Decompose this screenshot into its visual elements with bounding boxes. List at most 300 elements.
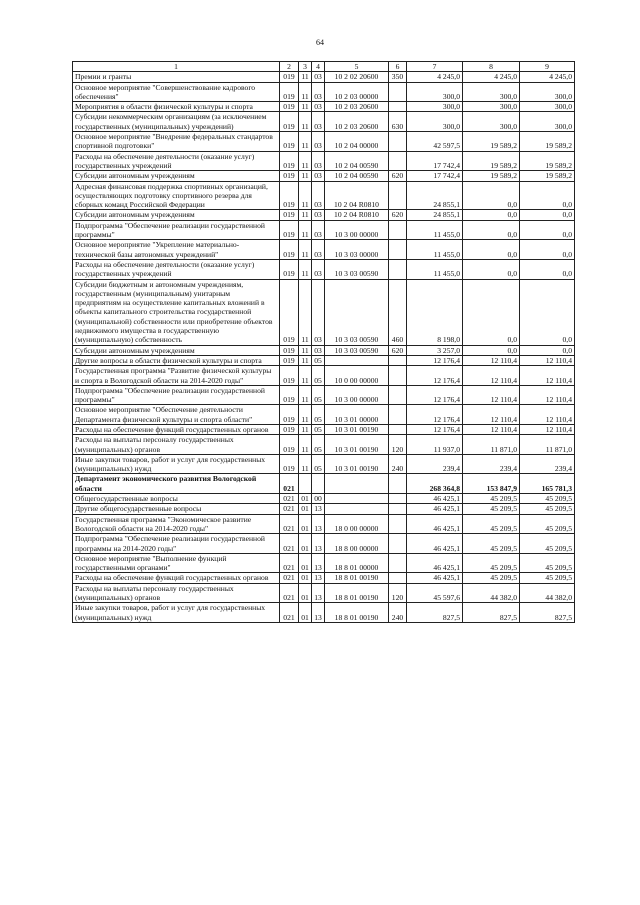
- target-article-cell: 10 2 04 R0810: [325, 181, 389, 210]
- amount-col9-cell: 165 781,3: [520, 474, 575, 494]
- expense-type-cell: [389, 424, 407, 434]
- target-article-cell: 10 0 00 00000: [325, 366, 389, 386]
- row-name-cell: Основное мероприятие "Внедрение федеральных стандартов спортивной подготовки": [73, 132, 280, 152]
- subsection-code-cell: 03: [312, 151, 325, 171]
- row-name-cell: Иные закупки товаров, работ и услуг для государственных (муниципальных) нужд: [73, 454, 280, 474]
- row-name-cell: Подпрограмма "Обеспечение реализации государственной программы": [73, 220, 280, 240]
- amount-col7-cell: 24 855,1: [407, 181, 463, 210]
- admin-code-cell: 021: [280, 583, 299, 603]
- expense-type-cell: 240: [389, 603, 407, 623]
- amount-col8-cell: 0,0: [463, 240, 520, 260]
- row-name-cell: Адресная финансовая поддержка спортивных организаций, осуществляющих подготовку спортивного резерва для сборных команд Российской Федерации: [73, 181, 280, 210]
- expense-type-cell: [389, 151, 407, 171]
- amount-col8-cell: 4 245,0: [463, 72, 520, 82]
- section-code-cell: 11: [299, 240, 312, 260]
- expense-type-cell: 620: [389, 210, 407, 220]
- amount-col8-cell: 0,0: [463, 181, 520, 210]
- expense-type-cell: 120: [389, 435, 407, 455]
- section-code-cell: 01: [299, 534, 312, 554]
- admin-code-cell: 021: [280, 494, 299, 504]
- subsection-code-cell: 03: [312, 132, 325, 152]
- amount-col8-cell: 45 209,5: [463, 573, 520, 583]
- row-name-cell: Расходы на обеспечение функций государственных органов: [73, 573, 280, 583]
- row-name-cell: Департамент экономического развития Вологодской области: [73, 474, 280, 494]
- admin-code-cell: 019: [280, 102, 299, 112]
- amount-col9-cell: 12 110,4: [520, 355, 575, 365]
- table-row: [73, 494, 575, 504]
- table-row: [73, 355, 575, 365]
- amount-col7-cell: 46 425,1: [407, 573, 463, 583]
- amount-col8-cell: 12 110,4: [463, 366, 520, 386]
- header-cell: 8: [463, 62, 520, 72]
- admin-code-cell: 021: [280, 553, 299, 573]
- table-row: [73, 112, 575, 132]
- amount-col8-cell: 12 110,4: [463, 355, 520, 365]
- expense-type-cell: 240: [389, 454, 407, 474]
- amount-col7-cell: 11 455,0: [407, 240, 463, 260]
- amount-col9-cell: 12 110,4: [520, 405, 575, 425]
- amount-col7-cell: 42 597,5: [407, 132, 463, 152]
- amount-col7-cell: 46 425,1: [407, 514, 463, 534]
- subsection-code-cell: 03: [312, 210, 325, 220]
- amount-col9-cell: 0,0: [520, 181, 575, 210]
- row-name-cell: Иные закупки товаров, работ и услуг для государственных (муниципальных) нужд: [73, 603, 280, 623]
- amount-col8-cell: 827,5: [463, 603, 520, 623]
- target-article-cell: 10 3 01 00190: [325, 424, 389, 434]
- admin-code-cell: 019: [280, 240, 299, 260]
- subsection-code-cell: 03: [312, 220, 325, 240]
- admin-code-cell: 019: [280, 72, 299, 82]
- admin-code-cell: 019: [280, 366, 299, 386]
- expense-type-cell: [389, 366, 407, 386]
- expense-type-cell: [389, 534, 407, 554]
- amount-col9-cell: 44 382,0: [520, 583, 575, 603]
- row-name-cell: Другие вопросы в области физической культуры и спорта: [73, 355, 280, 365]
- amount-col9-cell: 45 209,5: [520, 504, 575, 514]
- amount-col7-cell: 300,0: [407, 102, 463, 112]
- target-article-cell: 10 3 01 00190: [325, 435, 389, 455]
- section-code-cell: 01: [299, 494, 312, 504]
- amount-col9-cell: 12 110,4: [520, 366, 575, 386]
- amount-col9-cell: 239,4: [520, 454, 575, 474]
- subsection-code-cell: 03: [312, 259, 325, 279]
- subsection-code-cell: 13: [312, 514, 325, 534]
- row-name-cell: Основное мероприятие "Совершенствование кадрового обеспечения": [73, 82, 280, 102]
- table-row: [73, 405, 575, 425]
- amount-col8-cell: 153 847,9: [463, 474, 520, 494]
- target-article-cell: 10 3 03 00000: [325, 240, 389, 260]
- amount-col7-cell: 300,0: [407, 82, 463, 102]
- expense-type-cell: [389, 220, 407, 240]
- amount-col9-cell: 19 589,2: [520, 151, 575, 171]
- expense-type-cell: 620: [389, 345, 407, 355]
- section-code-cell: 11: [299, 355, 312, 365]
- amount-col7-cell: 12 176,4: [407, 424, 463, 434]
- row-name-cell: Основное мероприятие "Укрепление материально-технической базы автономных учреждений": [73, 240, 280, 260]
- row-name-cell: Мероприятия в области физической культуры и спорта: [73, 102, 280, 112]
- expense-type-cell: [389, 573, 407, 583]
- target-article-cell: 10 2 03 20600: [325, 102, 389, 112]
- budget-table: [72, 61, 575, 623]
- amount-col8-cell: 12 110,4: [463, 405, 520, 425]
- subsection-code-cell: 03: [312, 240, 325, 260]
- amount-col7-cell: 12 176,4: [407, 385, 463, 405]
- expense-type-cell: [389, 553, 407, 573]
- amount-col8-cell: 19 589,2: [463, 151, 520, 171]
- target-article-cell: 10 3 00 00000: [325, 220, 389, 240]
- admin-code-cell: 019: [280, 210, 299, 220]
- amount-col8-cell: 0,0: [463, 259, 520, 279]
- amount-col8-cell: 12 110,4: [463, 424, 520, 434]
- amount-col9-cell: 0,0: [520, 240, 575, 260]
- amount-col7-cell: 46 425,1: [407, 494, 463, 504]
- table-row: [73, 514, 575, 534]
- section-code-cell: 01: [299, 514, 312, 534]
- subsection-code-cell: 05: [312, 435, 325, 455]
- admin-code-cell: 021: [280, 573, 299, 583]
- row-name-cell: Субсидии автономным учреждениям: [73, 210, 280, 220]
- amount-col8-cell: 45 209,5: [463, 494, 520, 504]
- amount-col9-cell: 45 209,5: [520, 534, 575, 554]
- row-name-cell: Подпрограмма "Обеспечение реализации государственной программы": [73, 385, 280, 405]
- expense-type-cell: [389, 181, 407, 210]
- amount-col7-cell: 11 455,0: [407, 259, 463, 279]
- section-code-cell: 11: [299, 385, 312, 405]
- admin-code-cell: 019: [280, 132, 299, 152]
- row-name-cell: Премии и гранты: [73, 72, 280, 82]
- amount-col9-cell: 12 110,4: [520, 385, 575, 405]
- amount-col7-cell: 24 855,1: [407, 210, 463, 220]
- expense-type-cell: [389, 405, 407, 425]
- subsection-code-cell: 13: [312, 573, 325, 583]
- subsection-code-cell: 03: [312, 112, 325, 132]
- table-row: [73, 424, 575, 434]
- amount-col9-cell: 300,0: [520, 82, 575, 102]
- row-name-cell: Государственная программа "Экономическое развитие Вологодской области на 2014-2020 годы": [73, 514, 280, 534]
- row-name-cell: Общегосударственные вопросы: [73, 494, 280, 504]
- table-row: [73, 132, 575, 152]
- amount-col8-cell: 300,0: [463, 112, 520, 132]
- section-code-cell: 11: [299, 279, 312, 345]
- admin-code-cell: 019: [280, 171, 299, 181]
- amount-col9-cell: 0,0: [520, 210, 575, 220]
- table-row: [73, 435, 575, 455]
- admin-code-cell: 019: [280, 220, 299, 240]
- amount-col8-cell: 19 589,2: [463, 132, 520, 152]
- admin-code-cell: 019: [280, 82, 299, 102]
- expense-type-cell: [389, 102, 407, 112]
- admin-code-cell: 019: [280, 259, 299, 279]
- header-row: [73, 62, 575, 72]
- subsection-code-cell: 13: [312, 553, 325, 573]
- expense-type-cell: [389, 504, 407, 514]
- amount-col9-cell: 4 245,0: [520, 72, 575, 82]
- target-article-cell: 10 3 00 00000: [325, 385, 389, 405]
- target-article-cell: 10 2 04 00590: [325, 171, 389, 181]
- row-name-cell: Субсидии автономным учреждениям: [73, 345, 280, 355]
- section-code-cell: 01: [299, 504, 312, 514]
- amount-col7-cell: 12 176,4: [407, 405, 463, 425]
- amount-col7-cell: 12 176,4: [407, 355, 463, 365]
- expense-type-cell: [389, 240, 407, 260]
- expense-type-cell: [389, 82, 407, 102]
- amount-col9-cell: 0,0: [520, 220, 575, 240]
- amount-col9-cell: 827,5: [520, 603, 575, 623]
- row-name-cell: Субсидии некоммерческим организациям (за исключением государственных (муниципальных) учреждений): [73, 112, 280, 132]
- amount-col9-cell: 12 110,4: [520, 424, 575, 434]
- section-code-cell: [299, 474, 312, 494]
- amount-col9-cell: 45 209,5: [520, 553, 575, 573]
- section-code-cell: 11: [299, 366, 312, 386]
- header-cell: 2: [280, 62, 299, 72]
- section-code-cell: 11: [299, 345, 312, 355]
- subsection-code-cell: 03: [312, 82, 325, 102]
- admin-code-cell: 019: [280, 405, 299, 425]
- expense-type-cell: 120: [389, 583, 407, 603]
- row-name-cell: Основное мероприятие "Выполнение функций государственными органами": [73, 553, 280, 573]
- section-code-cell: 01: [299, 583, 312, 603]
- section-code-cell: 11: [299, 151, 312, 171]
- amount-col7-cell: 239,4: [407, 454, 463, 474]
- subsection-code-cell: 05: [312, 385, 325, 405]
- table-row: [73, 573, 575, 583]
- target-article-cell: 10 3 01 00000: [325, 405, 389, 425]
- table-row: [73, 385, 575, 405]
- table-body: [73, 72, 575, 623]
- target-article-cell: [325, 494, 389, 504]
- target-article-cell: 10 2 04 00590: [325, 151, 389, 171]
- header-cell: 7: [407, 62, 463, 72]
- table-row: [73, 603, 575, 623]
- admin-code-cell: 019: [280, 424, 299, 434]
- amount-col7-cell: 4 245,0: [407, 72, 463, 82]
- table-row: [73, 240, 575, 260]
- table-row: [73, 210, 575, 220]
- target-article-cell: 18 8 01 00190: [325, 603, 389, 623]
- table-row: [73, 534, 575, 554]
- section-code-cell: 11: [299, 210, 312, 220]
- admin-code-cell: 019: [280, 435, 299, 455]
- amount-col7-cell: 3 257,0: [407, 345, 463, 355]
- table-row: [73, 583, 575, 603]
- subsection-code-cell: 13: [312, 504, 325, 514]
- amount-col7-cell: 46 425,1: [407, 553, 463, 573]
- amount-col7-cell: 12 176,4: [407, 366, 463, 386]
- admin-code-cell: 019: [280, 355, 299, 365]
- admin-code-cell: 021: [280, 504, 299, 514]
- header-cell: 4: [312, 62, 325, 72]
- amount-col8-cell: 12 110,4: [463, 385, 520, 405]
- expense-type-cell: 350: [389, 72, 407, 82]
- amount-col9-cell: 45 209,5: [520, 494, 575, 504]
- table-row: [73, 454, 575, 474]
- target-article-cell: 10 2 03 00000: [325, 82, 389, 102]
- amount-col9-cell: 45 209,5: [520, 573, 575, 583]
- table-row: [73, 474, 575, 494]
- amount-col7-cell: 827,5: [407, 603, 463, 623]
- target-article-cell: 18 8 01 00000: [325, 553, 389, 573]
- admin-code-cell: 021: [280, 603, 299, 623]
- section-code-cell: 11: [299, 171, 312, 181]
- expense-type-cell: [389, 514, 407, 534]
- row-name-cell: Расходы на обеспечение функций государственных органов: [73, 424, 280, 434]
- subsection-code-cell: 03: [312, 72, 325, 82]
- row-name-cell: Субсидии бюджетным и автономным учреждениям, государственным (муниципальным) унитарным предприятиям на осуществление капитальных вложений в объекты капитального строительства государственной (муниципальной) собственности или приобретение объектов недвижимого имущества в государственную (муниципальную) собственность: [73, 279, 280, 345]
- table-row: [73, 171, 575, 181]
- target-article-cell: 10 2 02 20600: [325, 72, 389, 82]
- target-article-cell: 10 2 04 R0810: [325, 210, 389, 220]
- admin-code-cell: 021: [280, 474, 299, 494]
- subsection-code-cell: 05: [312, 454, 325, 474]
- section-code-cell: 11: [299, 424, 312, 434]
- row-name-cell: Расходы на выплаты персоналу государственных (муниципальных) органов: [73, 435, 280, 455]
- subsection-code-cell: 05: [312, 424, 325, 434]
- amount-col7-cell: 11 455,0: [407, 220, 463, 240]
- target-article-cell: 10 3 03 00590: [325, 345, 389, 355]
- admin-code-cell: 019: [280, 385, 299, 405]
- page-number: 64: [316, 38, 324, 47]
- admin-code-cell: 021: [280, 534, 299, 554]
- admin-code-cell: 019: [280, 151, 299, 171]
- section-code-cell: 11: [299, 132, 312, 152]
- amount-col8-cell: 0,0: [463, 345, 520, 355]
- admin-code-cell: 019: [280, 112, 299, 132]
- section-code-cell: 01: [299, 573, 312, 583]
- subsection-code-cell: [312, 474, 325, 494]
- subsection-code-cell: 03: [312, 171, 325, 181]
- amount-col9-cell: 0,0: [520, 279, 575, 345]
- amount-col9-cell: 11 871,0: [520, 435, 575, 455]
- target-article-cell: [325, 355, 389, 365]
- expense-type-cell: [389, 259, 407, 279]
- section-code-cell: 11: [299, 405, 312, 425]
- amount-col8-cell: 45 209,5: [463, 504, 520, 514]
- target-article-cell: 18 8 01 00190: [325, 583, 389, 603]
- row-name-cell: Подпрограмма "Обеспечение реализации государственной программы на 2014-2020 годы": [73, 534, 280, 554]
- subsection-code-cell: 03: [312, 279, 325, 345]
- section-code-cell: 11: [299, 72, 312, 82]
- target-article-cell: 18 8 01 00190: [325, 573, 389, 583]
- target-article-cell: 18 0 00 00000: [325, 514, 389, 534]
- subsection-code-cell: 03: [312, 345, 325, 355]
- target-article-cell: 10 2 03 20600: [325, 112, 389, 132]
- table-row: [73, 102, 575, 112]
- table-row: [73, 82, 575, 102]
- row-name-cell: Расходы на выплаты персоналу государственных (муниципальных) органов: [73, 583, 280, 603]
- admin-code-cell: 019: [280, 181, 299, 210]
- amount-col7-cell: 46 425,1: [407, 534, 463, 554]
- amount-col7-cell: 300,0: [407, 112, 463, 132]
- table-row: [73, 553, 575, 573]
- amount-col7-cell: 17 742,4: [407, 151, 463, 171]
- table-row: [73, 151, 575, 171]
- target-article-cell: 10 3 03 00590: [325, 279, 389, 345]
- amount-col8-cell: 239,4: [463, 454, 520, 474]
- amount-col7-cell: 11 937,0: [407, 435, 463, 455]
- expense-type-cell: [389, 474, 407, 494]
- amount-col9-cell: 0,0: [520, 259, 575, 279]
- subsection-code-cell: 03: [312, 102, 325, 112]
- section-code-cell: 11: [299, 102, 312, 112]
- table-row: [73, 72, 575, 82]
- amount-col7-cell: 268 364,8: [407, 474, 463, 494]
- header-cell: 9: [520, 62, 575, 72]
- table-row: [73, 279, 575, 345]
- row-name-cell: Государственная программа "Развитие физической культуры и спорта в Вологодской области на 2014-2020 годы": [73, 366, 280, 386]
- section-code-cell: 11: [299, 454, 312, 474]
- amount-col8-cell: 300,0: [463, 82, 520, 102]
- table-row: [73, 259, 575, 279]
- subsection-code-cell: 03: [312, 181, 325, 210]
- amount-col8-cell: 0,0: [463, 279, 520, 345]
- section-code-cell: 01: [299, 553, 312, 573]
- section-code-cell: 11: [299, 82, 312, 102]
- admin-code-cell: 019: [280, 454, 299, 474]
- amount-col7-cell: 17 742,4: [407, 171, 463, 181]
- admin-code-cell: 019: [280, 279, 299, 345]
- row-name-cell: Основное мероприятие "Обеспечение деятельности Департамента физической культуры и спорта области": [73, 405, 280, 425]
- row-name-cell: Расходы на обеспечение деятельности (оказание услуг) государственных учреждений: [73, 259, 280, 279]
- subsection-code-cell: 05: [312, 405, 325, 425]
- expense-type-cell: [389, 385, 407, 405]
- row-name-cell: Субсидии автономным учреждениям: [73, 171, 280, 181]
- table-row: [73, 181, 575, 210]
- subsection-code-cell: 13: [312, 534, 325, 554]
- section-code-cell: 11: [299, 181, 312, 210]
- amount-col9-cell: 19 589,2: [520, 132, 575, 152]
- table-row: [73, 345, 575, 355]
- expense-type-cell: [389, 355, 407, 365]
- header-cell: 5: [325, 62, 389, 72]
- amount-col8-cell: 300,0: [463, 102, 520, 112]
- header-cell: 6: [389, 62, 407, 72]
- section-code-cell: 01: [299, 603, 312, 623]
- expense-type-cell: 630: [389, 112, 407, 132]
- section-code-cell: 11: [299, 220, 312, 240]
- amount-col9-cell: 0,0: [520, 345, 575, 355]
- amount-col9-cell: 300,0: [520, 102, 575, 112]
- amount-col8-cell: 45 209,5: [463, 534, 520, 554]
- admin-code-cell: 019: [280, 345, 299, 355]
- target-article-cell: [325, 504, 389, 514]
- table-row: [73, 220, 575, 240]
- admin-code-cell: 021: [280, 514, 299, 534]
- expense-type-cell: [389, 494, 407, 504]
- amount-col7-cell: 45 597,6: [407, 583, 463, 603]
- amount-col8-cell: 0,0: [463, 210, 520, 220]
- subsection-code-cell: 13: [312, 603, 325, 623]
- amount-col7-cell: 8 198,0: [407, 279, 463, 345]
- amount-col9-cell: 300,0: [520, 112, 575, 132]
- section-code-cell: 11: [299, 435, 312, 455]
- target-article-cell: 10 3 01 00190: [325, 454, 389, 474]
- target-article-cell: 18 8 00 00000: [325, 534, 389, 554]
- row-name-cell: Другие общегосударственные вопросы: [73, 504, 280, 514]
- header-cell: 3: [299, 62, 312, 72]
- amount-col8-cell: 45 209,5: [463, 514, 520, 534]
- expense-type-cell: 620: [389, 171, 407, 181]
- subsection-code-cell: 05: [312, 355, 325, 365]
- section-code-cell: 11: [299, 259, 312, 279]
- amount-col8-cell: 11 871,0: [463, 435, 520, 455]
- target-article-cell: 10 3 03 00590: [325, 259, 389, 279]
- header-cell: 1: [73, 62, 280, 72]
- target-article-cell: [325, 474, 389, 494]
- table-row: [73, 366, 575, 386]
- amount-col8-cell: 45 209,5: [463, 553, 520, 573]
- amount-col8-cell: 0,0: [463, 220, 520, 240]
- subsection-code-cell: 05: [312, 366, 325, 386]
